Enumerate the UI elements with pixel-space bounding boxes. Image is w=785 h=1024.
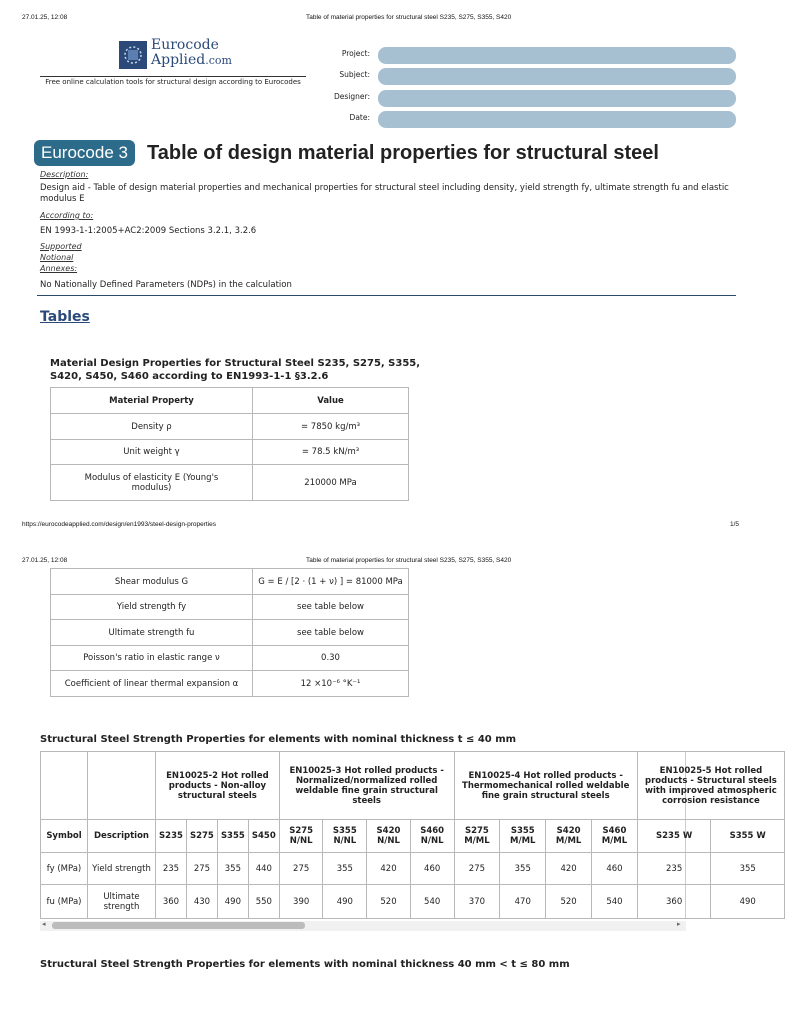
value-cell: 520 xyxy=(367,885,411,919)
property-poisson: Poisson's ratio in elastic range ν xyxy=(51,646,253,671)
print-datetime-page2: 27.01.25, 12:08 xyxy=(22,557,68,564)
value-cell: 355 xyxy=(711,853,785,885)
value-cell: 430 xyxy=(186,885,217,919)
value-cell: 355 xyxy=(500,853,546,885)
table-row xyxy=(51,671,409,697)
grade-header: S420 M/ML xyxy=(546,820,592,853)
grade-header: S355 N/NL xyxy=(323,820,367,853)
col-symbol: Symbol xyxy=(41,820,88,853)
subject-label: Subject: xyxy=(339,70,370,79)
value-cell: 235 xyxy=(637,853,711,885)
scroll-left-arrow-icon[interactable]: ◂ xyxy=(42,920,46,928)
scroll-right-arrow-icon[interactable]: ▸ xyxy=(677,920,681,928)
value-cell: 355 xyxy=(217,853,248,885)
value-cell: 355 xyxy=(323,853,367,885)
value-unit-weight: = 78.5 kN/m³ xyxy=(253,440,409,465)
value-cell: 360 xyxy=(637,885,711,919)
material-properties-table-continued xyxy=(50,568,409,697)
date-label: Date: xyxy=(349,113,370,122)
group-header-en10025-2: EN10025-2 Hot rolled products - Non-alloy structural steels xyxy=(156,752,280,820)
eurocode-badge: Eurocode 3 xyxy=(34,140,135,166)
property-thermal-expansion: Coefficient of linear thermal expansion α xyxy=(51,671,253,697)
value-cell: 370 xyxy=(454,885,500,919)
value-ultimate-strength: see table below xyxy=(253,620,409,646)
description-text: Design aid - Table of design material properties and mechanical properties for structural steel including density, yield strength fy, ultimate strength fu and elastic modulus E xyxy=(40,183,729,204)
project-field[interactable] xyxy=(378,47,736,64)
logo-divider xyxy=(40,76,306,77)
value-yield-strength: see table below xyxy=(253,595,409,620)
value-cell: 460 xyxy=(592,853,638,885)
value-poisson: 0.30 xyxy=(253,646,409,671)
grade-header: S355 W xyxy=(711,820,785,853)
value-cell: 440 xyxy=(248,853,279,885)
according-label: According to: xyxy=(40,211,94,220)
logo-line-1: Eurocode xyxy=(151,37,219,53)
grade-header: S355 xyxy=(217,820,248,853)
logo-line-2-suffix: .com xyxy=(205,54,232,67)
annex-label-supported: Supported xyxy=(40,242,82,251)
table2-caption: Structural Steel Strength Properties for elements with nominal thickness t ≤ 40 mm xyxy=(40,734,517,745)
page-title: Table of design material properties for structural steel xyxy=(147,142,659,164)
value-cell: 235 xyxy=(156,853,187,885)
value-cell: 490 xyxy=(217,885,248,919)
property-density: Density ρ xyxy=(51,414,253,440)
grade-header: S450 xyxy=(248,820,279,853)
property-shear-modulus: Shear modulus G xyxy=(51,569,253,595)
table-row xyxy=(51,595,409,620)
section-divider xyxy=(37,295,736,296)
value-cell: 540 xyxy=(592,885,638,919)
annex-label-annexes: Annexes: xyxy=(40,264,78,273)
table-row xyxy=(51,414,409,440)
value-cell: 390 xyxy=(279,885,323,919)
print-title-page2: Table of material properties for structural steel S235, S275, S355, S420 xyxy=(306,557,512,564)
tables-heading[interactable]: Tables xyxy=(40,309,90,325)
value-cell: 550 xyxy=(248,885,279,919)
scrollbar-thumb[interactable] xyxy=(52,922,305,929)
grade-header: S235 xyxy=(156,820,187,853)
value-thermal-expansion: 12 ×10⁻⁶ °K⁻¹ xyxy=(253,671,409,697)
designer-field[interactable] xyxy=(378,90,736,107)
annex-text: No Nationally Defined Parameters (NDPs) in the calculation xyxy=(40,280,292,290)
description-cell: Yield strength xyxy=(88,853,156,885)
symbol-cell: fu (MPa) xyxy=(41,885,88,919)
value-modulus: 210000 MPa xyxy=(253,465,409,501)
subject-field[interactable] xyxy=(378,68,736,85)
col-description: Description xyxy=(88,820,156,853)
group-header-en10025-4: EN10025-4 Hot rolled products - Thermomechanical rolled weldable fine grain structural steels xyxy=(454,752,637,820)
property-yield-strength: Yield strength fy xyxy=(51,595,253,620)
value-cell: 275 xyxy=(186,853,217,885)
grade-header: S460 M/ML xyxy=(592,820,638,853)
print-title: Table of material properties for structural steel S235, S275, S355, S420 xyxy=(306,14,512,21)
group-header-en10025-3: EN10025-3 Hot rolled products - Normalized/normalized rolled weldable fine grain structural steels xyxy=(279,752,454,820)
designer-label: Designer: xyxy=(334,92,370,101)
table-row xyxy=(51,620,409,646)
property-modulus: Modulus of elasticity E (Young's modulus) xyxy=(51,465,253,501)
table1-header-value: Value xyxy=(253,388,409,414)
value-cell: 470 xyxy=(500,885,546,919)
table-row xyxy=(51,646,409,671)
annex-label-notional: Notional xyxy=(40,253,74,262)
value-cell: 420 xyxy=(546,853,592,885)
value-cell: 490 xyxy=(323,885,367,919)
value-density: = 7850 kg/m³ xyxy=(253,414,409,440)
value-cell: 360 xyxy=(156,885,187,919)
description-label: Description: xyxy=(40,170,89,179)
strength-table xyxy=(40,751,785,919)
footer-page-number: 1/5 xyxy=(730,521,740,528)
table-row xyxy=(51,440,409,465)
logo-wordmark[interactable] xyxy=(151,38,232,68)
value-cell: 490 xyxy=(711,885,785,919)
grade-header: S275 N/NL xyxy=(279,820,323,853)
value-cell: 275 xyxy=(279,853,323,885)
logo-line-2: Applied xyxy=(151,52,206,68)
value-cell: 275 xyxy=(454,853,500,885)
print-datetime: 27.01.25, 12:08 xyxy=(22,14,68,21)
project-label: Project: xyxy=(341,49,370,58)
value-shear-modulus: G = E / [2 · (1 + ν) ] = 81000 MPa xyxy=(253,569,409,595)
footer-url: https://eurocodeapplied.com/design/en1993/steel-design-properties xyxy=(22,521,217,528)
date-field[interactable] xyxy=(378,111,736,128)
table-row xyxy=(51,569,409,595)
property-unit-weight: Unit weight γ xyxy=(51,440,253,465)
table3-caption: Structural Steel Strength Properties for elements with nominal thickness 40 mm < t ≤ 80 mm xyxy=(40,959,570,970)
strength-table-scroll[interactable] xyxy=(40,751,777,919)
grade-header: S460 N/NL xyxy=(410,820,454,853)
table1-caption: Material Design Properties for Structural Steel S235, S275, S355, S420, S450, S460 according to EN1993-1-1 §3.2.6 xyxy=(50,358,421,382)
tagline: Free online calculation tools for structural design according to Eurocodes xyxy=(45,78,301,86)
value-cell: 520 xyxy=(546,885,592,919)
grade-header: S275 xyxy=(186,820,217,853)
table1-header-property: Material Property xyxy=(51,388,253,414)
table-row xyxy=(41,853,785,885)
table-row xyxy=(51,465,409,501)
grade-header: S355 M/ML xyxy=(500,820,546,853)
grade-header: S235 W xyxy=(637,820,711,853)
value-cell: 460 xyxy=(410,853,454,885)
symbol-cell: fy (MPa) xyxy=(41,853,88,885)
description-cell: Ultimate strength xyxy=(88,885,156,919)
according-text: EN 1993-1-1:2005+AC2:2009 Sections 3.2.1, 3.2.6 xyxy=(40,226,257,236)
group-header-en10025-5: EN10025-5 Hot rolled products - Structural steels with improved atmospheric corrosion resistance xyxy=(637,752,784,820)
table-row xyxy=(41,885,785,919)
material-properties-table xyxy=(50,387,409,501)
grade-header: S420 N/NL xyxy=(367,820,411,853)
value-cell: 540 xyxy=(410,885,454,919)
property-ultimate-strength: Ultimate strength fu xyxy=(51,620,253,646)
value-cell: 420 xyxy=(367,853,411,885)
grade-header: S275 M/ML xyxy=(454,820,500,853)
logo-icon[interactable] xyxy=(119,41,147,69)
